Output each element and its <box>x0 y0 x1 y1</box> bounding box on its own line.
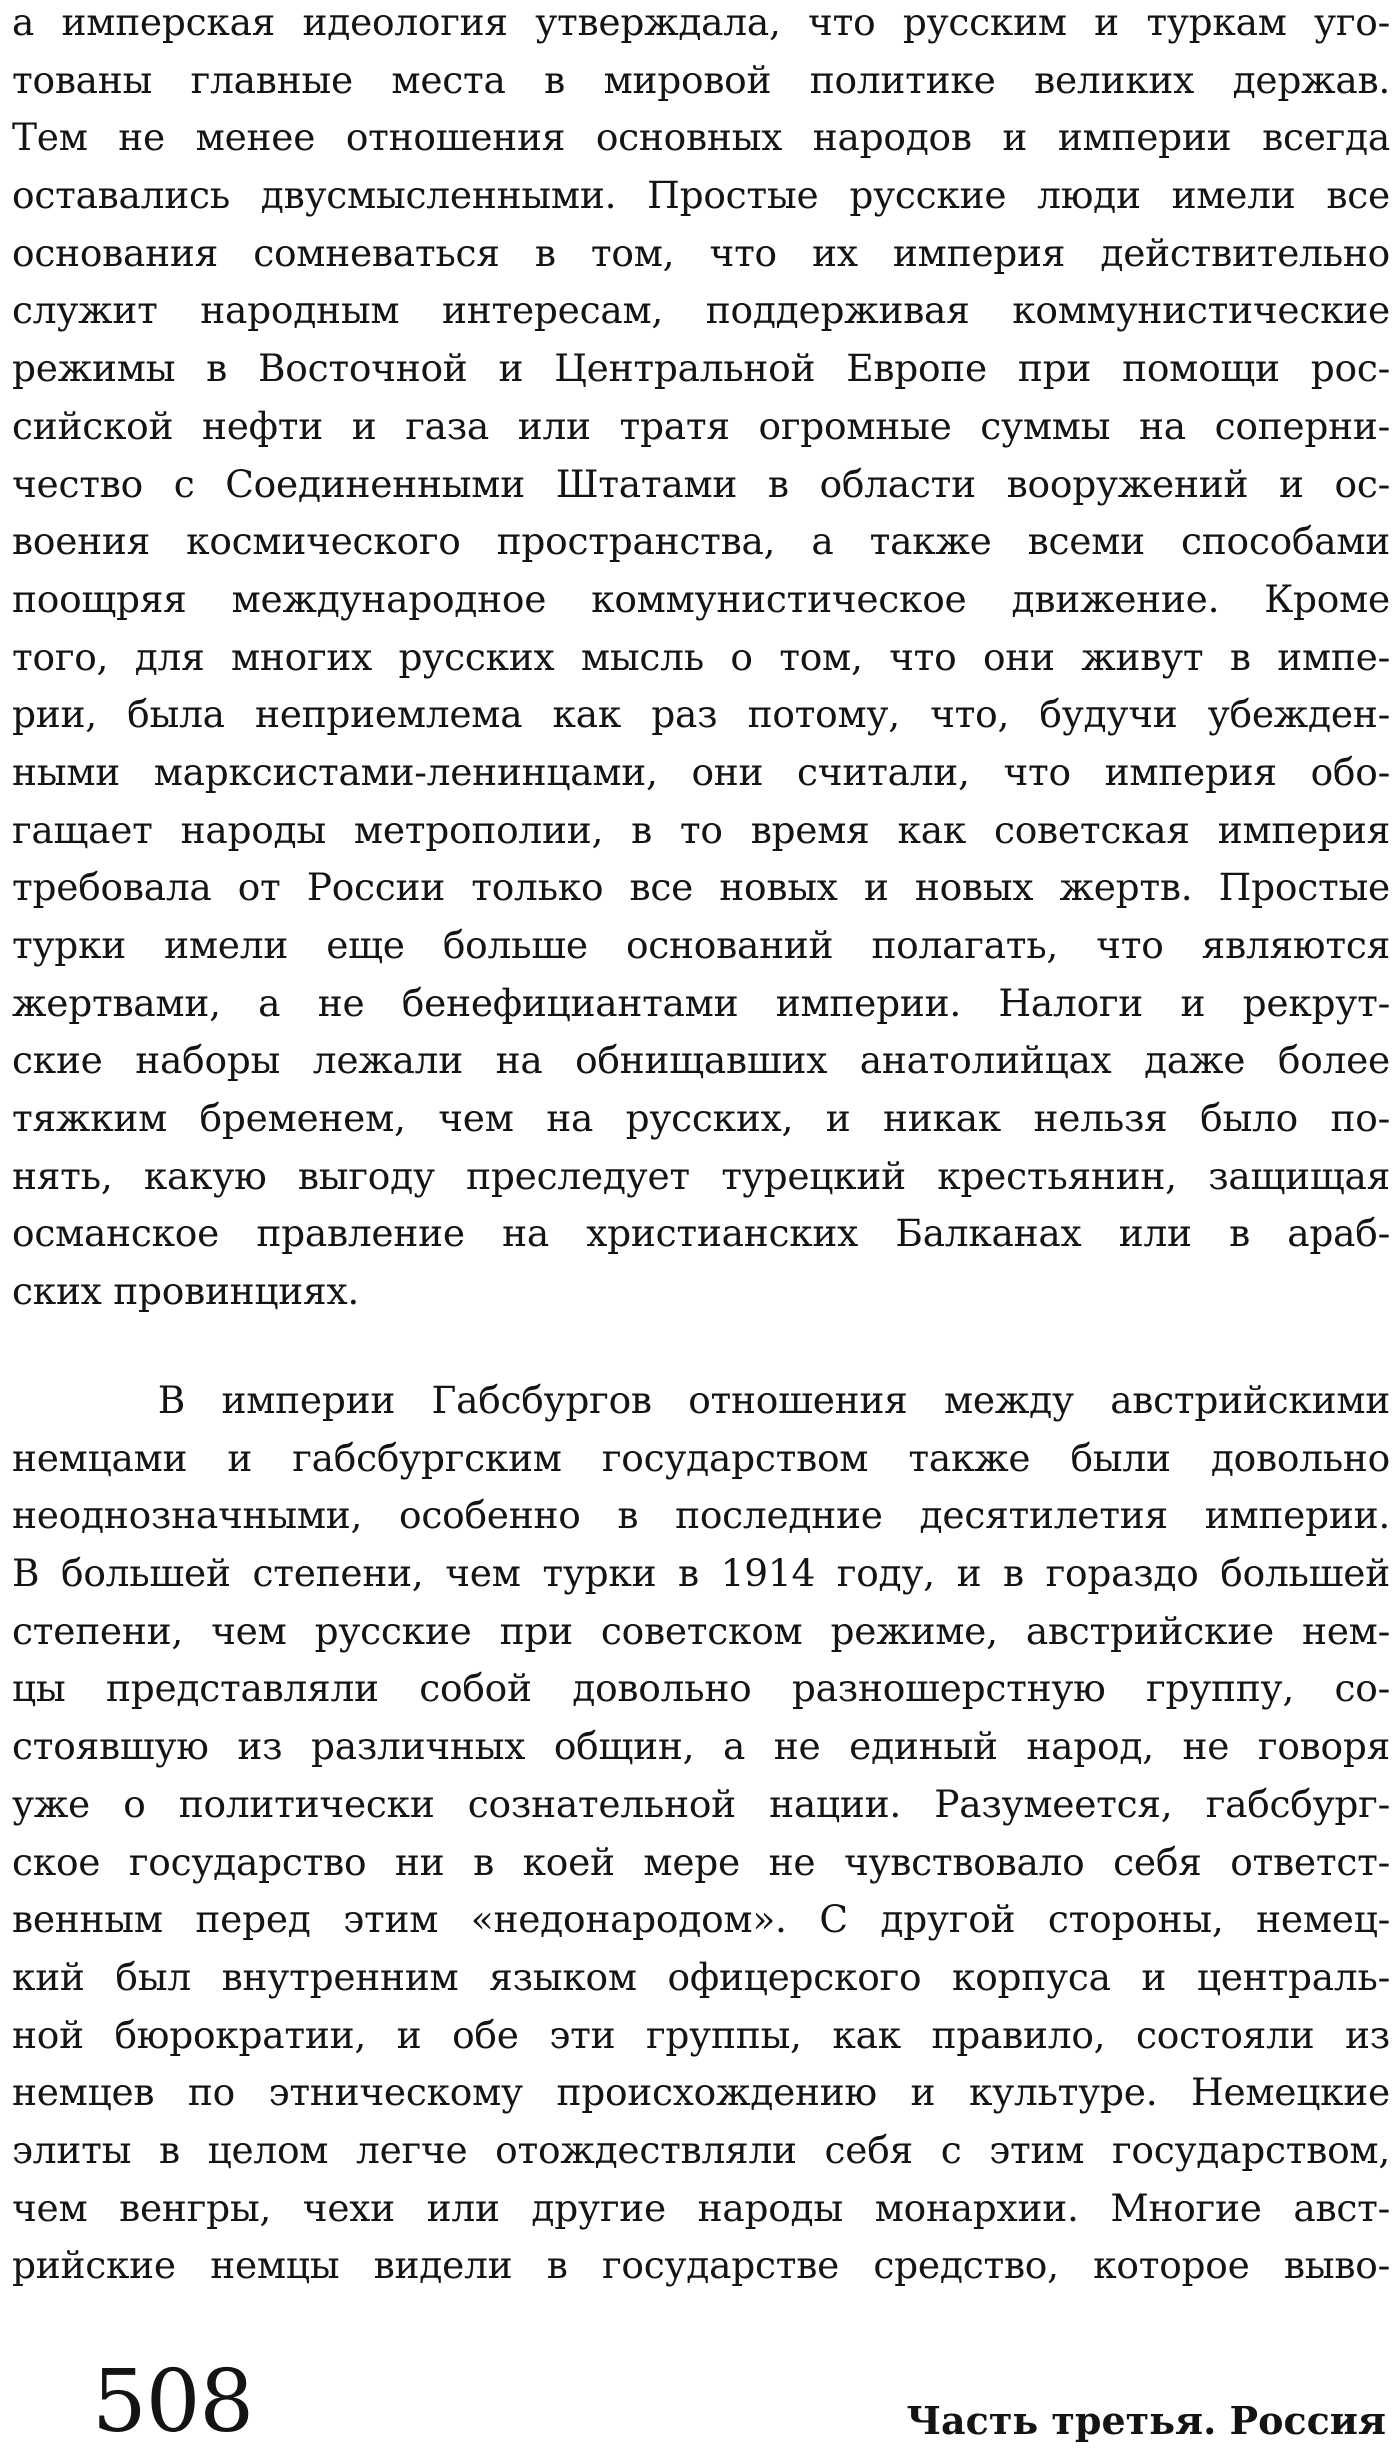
text-line: сийской нефти и газа или тратя огромные суммы на соперни- <box>12 403 1390 448</box>
text-line: ских провинциях. <box>12 1269 360 1314</box>
paragraph-2 <box>12 1372 1390 2295</box>
text-line: режимы в Восточной и Центральной Европе при помощи рос- <box>12 346 1390 391</box>
text-line: неоднозначными, особенно в последние десятилетия империи. <box>12 1493 1390 1538</box>
text-line: того, для многих русских мысль о том, что они живут в импе- <box>12 634 1390 679</box>
text-line: рийские немцы видели в государстве средство, которое выво- <box>12 2243 1390 2288</box>
text-line: османское правление на христианских Балканах или в араб- <box>12 1211 1390 1256</box>
text-line: нять, какую выгоду преследует турецкий крестьянин, защищая <box>12 1153 1390 1198</box>
text-line: тяжким бременем, чем на русских, и никак нельзя было по- <box>12 1096 1390 1141</box>
text-line: а имперская идеология утверждала, что русским и туркам уго- <box>12 0 1390 44</box>
text-line: чем венгры, чехи или другие народы монархии. Многие авст- <box>12 2185 1390 2230</box>
running-title: Часть третья. Россия <box>906 2398 1386 2443</box>
text-line: В большей степени, чем турки в 1914 году, и в гораздо большей <box>12 1551 1390 1596</box>
text-line: венным перед этим «недонародом». С другой стороны, немец- <box>12 1897 1390 1942</box>
text-line: чество с Соединенными Штатами в области вооружений и ос- <box>12 461 1390 506</box>
text-line: ными марксистами-ленинцами, они считали, что империя обо- <box>12 749 1390 794</box>
text-line: жертвами, а не бенефициантами империи. Налоги и рекрут- <box>12 980 1390 1025</box>
text-line: требовала от России только все новых и новых жертв. Простые <box>12 865 1390 910</box>
text-line: служит народным интересам, поддерживая коммунистические <box>12 288 1390 333</box>
text-line: уже о политически сознательной нации. Разумеется, габсбург- <box>12 1781 1390 1826</box>
text-line: ские наборы лежали на обнищавших анатолийцах даже более <box>12 1038 1390 1083</box>
text-line: воения космического пространства, а также всеми способами <box>12 519 1390 564</box>
text-line: тованы главные места в мировой политике великих держав. <box>12 57 1390 102</box>
text-line: гащает народы метрополии, в то время как советская империя <box>12 807 1390 852</box>
text-line: основания сомневаться в том, что их империя действительно <box>12 230 1390 275</box>
text-line: элиты в целом легче отождествляли себя с этим государством, <box>12 2127 1390 2172</box>
text-line: немцами и габсбургским государством также были довольно <box>12 1435 1390 1480</box>
text-line: ной бюрократии, и обе эти группы, как правило, состояли из <box>12 2012 1390 2057</box>
text-line: немцев по этническому происхождению и культуре. Немецкие <box>12 2070 1390 2115</box>
text-line: рии, была неприемлема как раз потому, что, будучи убежден- <box>12 692 1390 737</box>
text-line: поощряя международное коммунистическое движение. Кроме <box>12 576 1390 621</box>
text-line: Тем не менее отношения основных народов и империи всегда <box>12 115 1390 160</box>
text-line: кий был внутренним языком офицерского корпуса и централь- <box>12 1954 1390 1999</box>
text-line: степени, чем русские при советском режиме, австрийские нем- <box>12 1608 1390 1653</box>
text-line: цы представляли собой довольно разношерстную группу, со- <box>12 1666 1390 1711</box>
page-number: 508 <box>92 2352 254 2452</box>
text-line: турки имели еще больше оснований полагать, что являются <box>12 923 1390 967</box>
paragraph-1 <box>12 0 1390 1321</box>
text-line: ское государство ни в коей мере не чувствовало себя ответст- <box>12 1839 1390 1884</box>
text-line: В империи Габсбургов отношения между австрийскими <box>12 1378 1390 1422</box>
text-line: стоявшую из различных общин, а не единый народ, не говоря <box>12 1724 1390 1769</box>
text-line: оставались двусмысленными. Простые русские люди имели все <box>12 173 1390 218</box>
